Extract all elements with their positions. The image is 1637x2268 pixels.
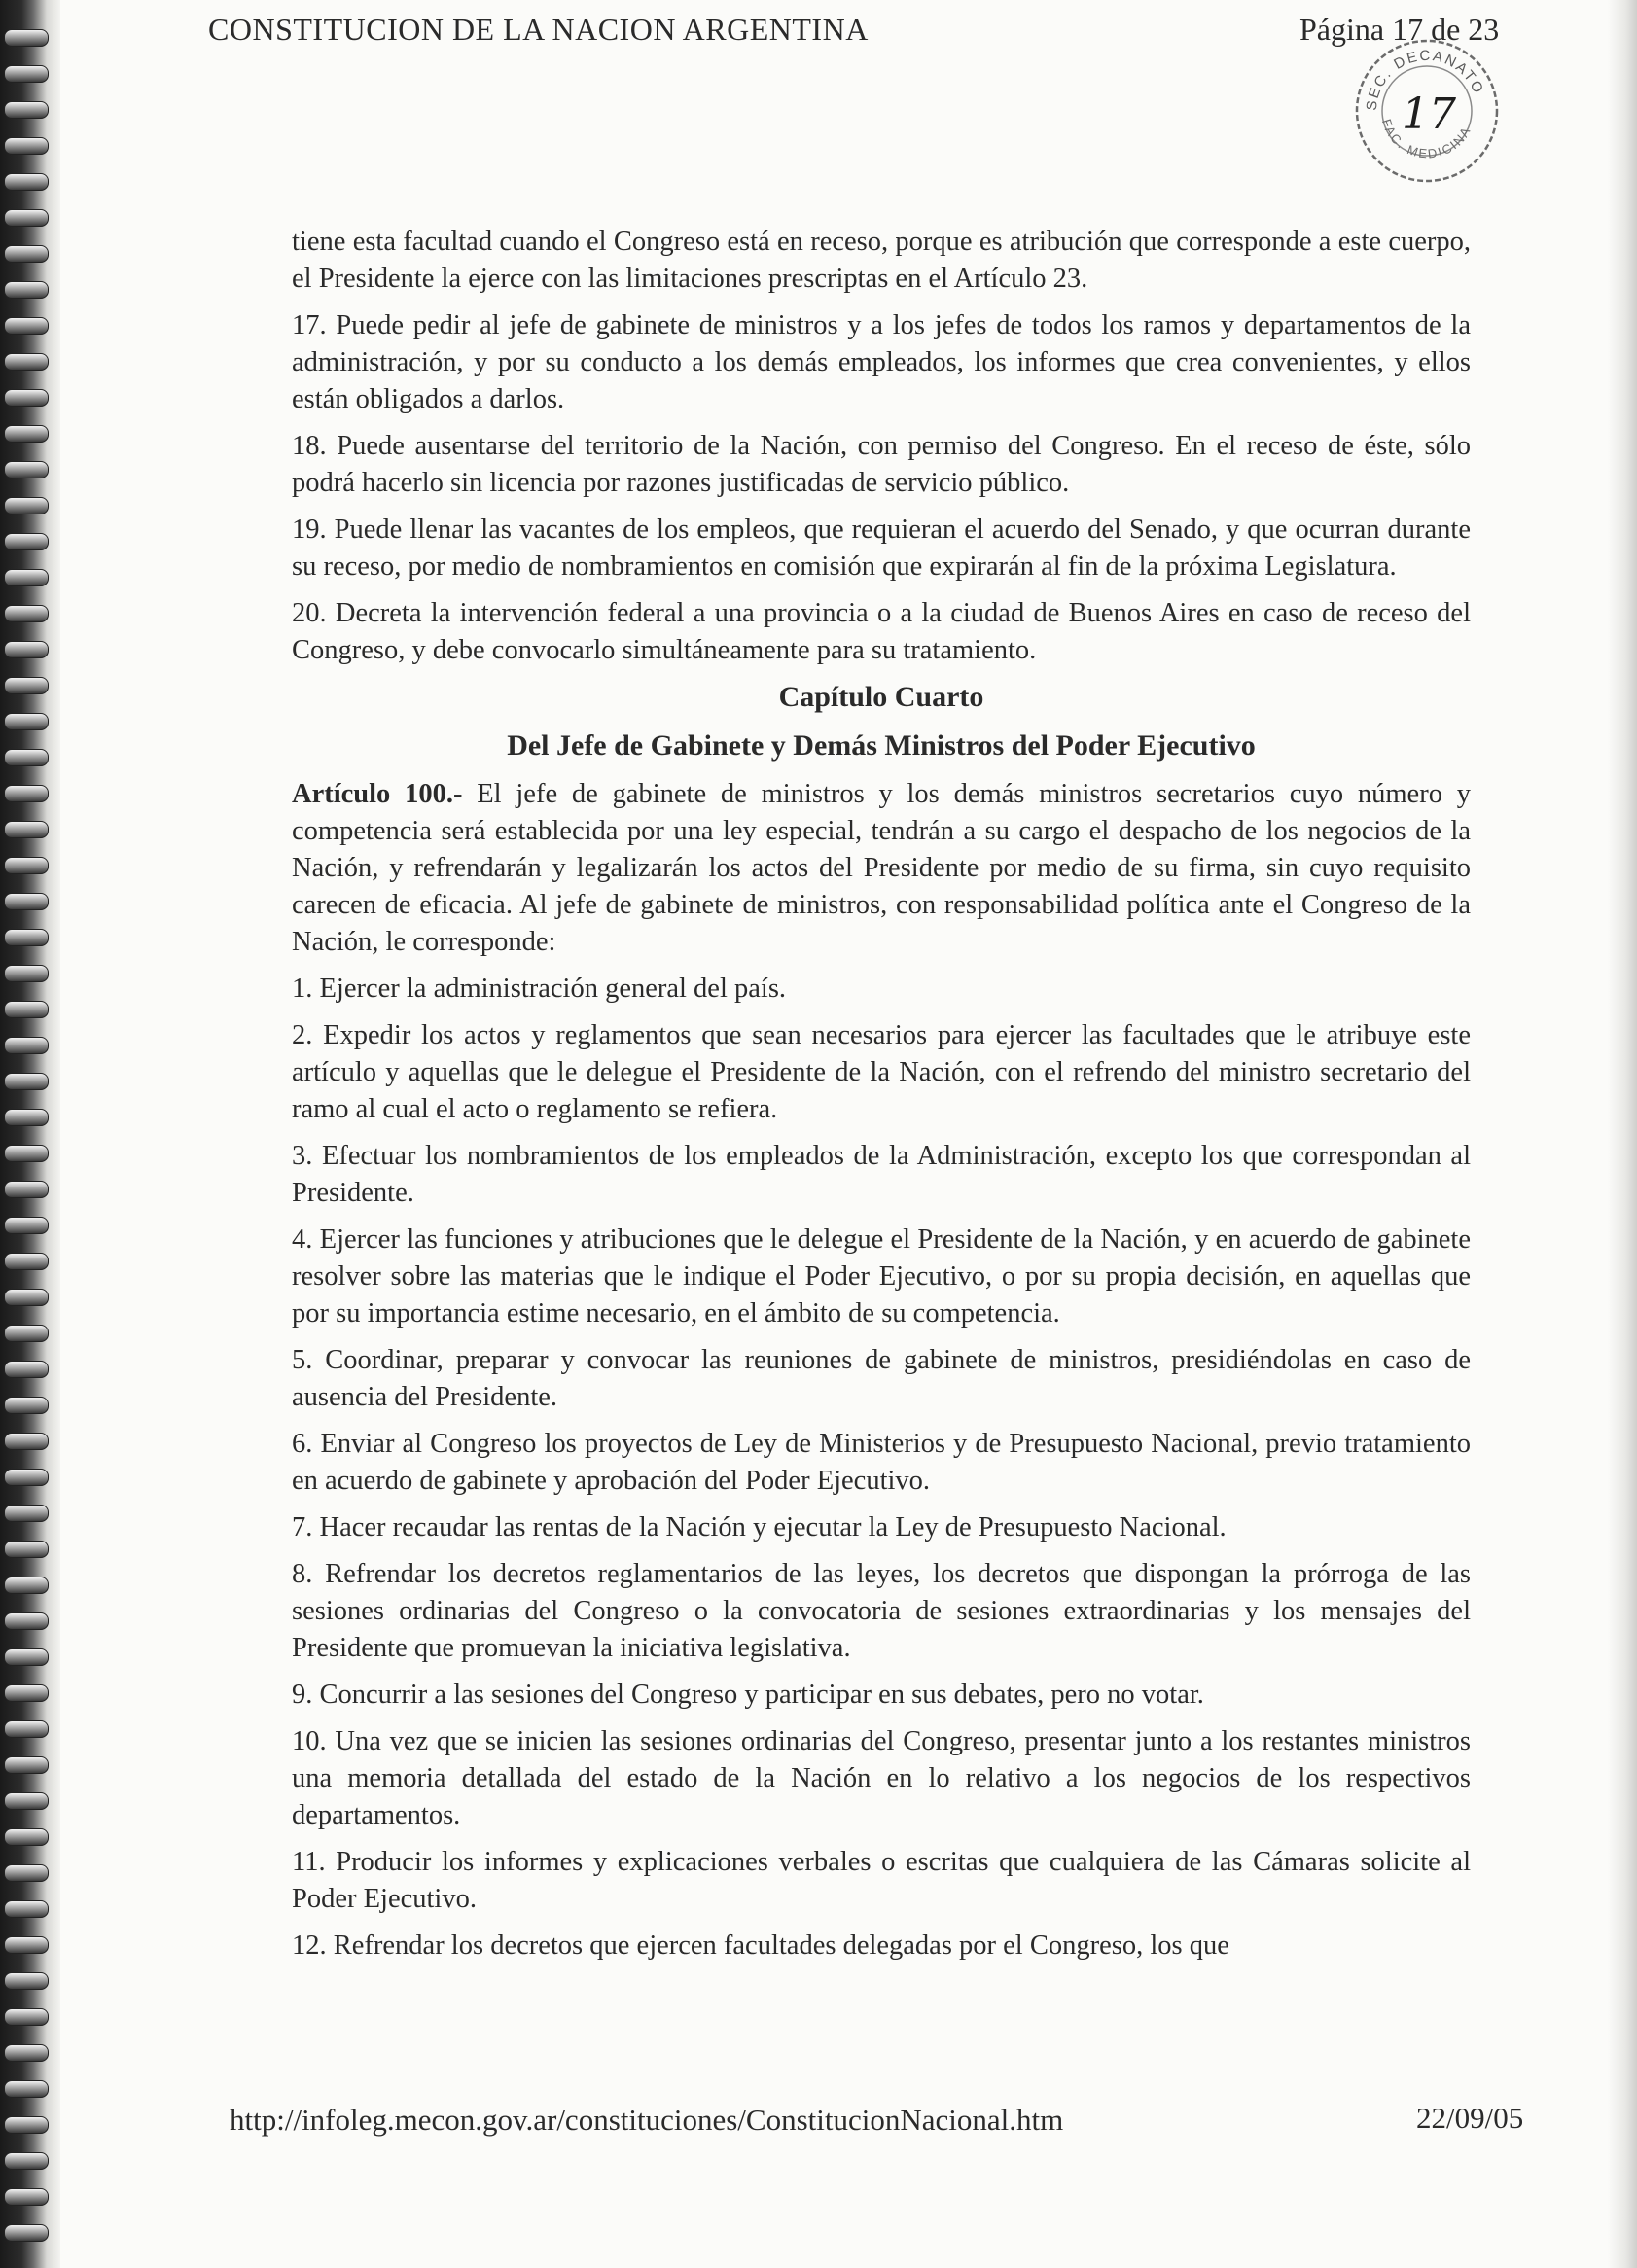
binding-ring [4,677,49,694]
list-item: 2. Expedir los actos y reglamentos que sean necesarios para ejercer las facultades que le atribuye este artículo y aquellas que le delegue el Presidente de la Nación, con el refrendo del ministro secretario del ramo al cual el acto o reglamento se refiera. [292,1020,1471,1124]
list-item: 3. Efectuar los nombramientos de los empleados de la Administración, excepto los que correspondan al Presidente. [292,1141,1471,1208]
binding-ring [4,893,49,910]
chapter-subtitle: Del Jefe de Gabinete y Demás Ministros del Poder Ejecutivo [507,729,1256,762]
binding-ring [4,965,49,982]
binding-ring [4,1073,49,1090]
binding-ring [4,2080,49,2098]
binding-ring [4,1612,49,1630]
article-label: Artículo 100.- [292,779,463,809]
binding-ring [4,2044,49,2062]
paragraph: 17. Puede pedir al jefe de gabinete de ministros y a los jefes de todos los ramos y departamentos de la administración, y por su conducto a los demás empleados, los informes que crea convenientes, y ellos están obligados a darlos. [292,310,1471,414]
paragraph: tiene esta facultad cuando el Congreso está en receso, porque es atribución que corresponde a este cuerpo, el Presidente la ejerce con las limitaciones prescriptas en el Artículo 23. [292,227,1471,294]
list-item: 8. Refrendar los decretos reglamentarios de las leyes, los decretos que dispongan la prórroga de las sesiones ordinarias del Congreso o la convocatoria de sesiones extraordinarias y los mensajes del Presidente que promuevan la iniciativa legislativa. [292,1559,1471,1663]
binding-ring [4,1505,49,1522]
binding-ring [4,1828,49,1846]
binding-ring [4,317,49,335]
list-item: 7. Hacer recaudar las rentas de la Nación y ejecutar la Ley de Presupuesto Nacional. [292,1512,1227,1542]
binding-ring [4,2224,49,2242]
footer-date: 22/09/05 [1416,2101,1524,2135]
document-header-title: CONSTITUCION DE LA NACION ARGENTINA [208,12,869,47]
list-item: 12. Refrendar los decretos que ejercen facultades delegadas por el Congreso, los que [292,1931,1229,1961]
binding-ring [4,1469,49,1486]
binding-ring [4,281,49,299]
binding-ring [4,353,49,371]
page-number: Página 17 de 23 [1299,12,1500,47]
binding-ring [4,1397,49,1414]
list-item: 9. Concurrir a las sesiones del Congreso y participar en sus debates, pero no votar. [292,1680,1204,1710]
binding-ring [4,1433,49,1450]
binding-ring [4,1684,49,1702]
binding-ring [4,389,49,407]
list-item: 4. Ejercer las funciones y atribuciones que le delegue el Presidente de la Nación, y en acuerdo de gabinete resolver sobre las materias que le indique el Poder Ejecutivo, o por su propia decisión, en aquellas que por su importancia estime necesario, en el ámbito de su competencia. [292,1224,1471,1329]
binding-ring [4,1001,49,1018]
article-paragraph [292,776,1471,961]
binding-ring [4,1361,49,1378]
list-item: 10. Una vez que se inicien las sesiones ordinarias del Congreso, presentar junto a los restantes ministros una memoria detallada del estado de la Nación en lo relativo a los negocios de los respectivos departamentos. [292,1726,1471,1830]
binding-ring [4,1792,49,1810]
binding-ring [4,1720,49,1738]
stamp-handwritten-number: 17 [1402,89,1456,139]
stamp-top-text: SEC. DECANATO [1363,47,1487,112]
binding-ring [4,749,49,766]
binding-ring [4,1756,49,1774]
stamp-bottom-text: FAC. MEDICINA [1378,117,1475,161]
binding-ring [4,1109,49,1126]
binding-ring [4,2116,49,2134]
binding-ring [4,2152,49,2170]
binding-ring [4,713,49,730]
binding-ring [4,173,49,191]
binding-ring [4,1648,49,1666]
binding-ring [4,1289,49,1306]
binding-ring [4,1217,49,1234]
document-body [292,224,1471,1974]
binding-ring [4,1972,49,1990]
spiral-binding [0,0,60,2268]
binding-ring [4,533,49,550]
binding-ring [4,497,49,514]
binding-ring [4,569,49,586]
binding-ring [4,425,49,443]
binding-ring [4,785,49,802]
binding-ring [4,857,49,874]
binding-ring [4,1577,49,1594]
binding-ring [4,1253,49,1270]
binding-ring [4,1181,49,1198]
binding-ring [4,209,49,227]
page-edge-shadow [1608,0,1637,2268]
binding-ring [4,929,49,946]
binding-ring [4,821,49,838]
binding-ring [4,245,49,263]
binding-ring [4,1936,49,1954]
binding-ring [4,65,49,83]
seal-stamp [1347,31,1508,192]
paragraph: 19. Puede llenar las vacantes de los empleos, que requieran el acuerdo del Senado, y que ocurran durante su receso, por medio de nombramientos en comisión que expirarán al fin de la próxima Legislatura. [292,514,1471,582]
binding-ring [4,1900,49,1918]
list-item: 5. Coordinar, preparar y convocar las reuniones de gabinete de ministros, presidiéndolas en caso de ausencia del Presidente. [292,1345,1471,1412]
article-text: El jefe de gabinete de ministros y los demás ministros secretarios cuyo número y competencia será establecida por una ley especial, tendrán a su cargo el despacho de los negocios de la Nación, y refrendarán y legalizarán los actos del Presidente por medio de su firma, sin cuyo requisito carecen de eficacia. Al jefe de gabinete de ministros, con responsabilidad política ante el Congreso de la Nación, le corresponde: [292,779,1471,957]
footer-url: http://infoleg.mecon.gov.ar/constituciones/ConstitucionNacional.htm [230,2103,1064,2137]
paragraph: 18. Puede ausentarse del territorio de la Nación, con permiso del Congreso. En el receso de éste, sólo podrá hacerlo sin licencia por razones justificadas de servicio público. [292,431,1471,498]
binding-ring [4,1145,49,1162]
binding-ring [4,29,49,47]
binding-ring [4,2008,49,2026]
chapter-title: Capítulo Cuarto [778,681,984,713]
binding-ring [4,641,49,658]
binding-ring [4,101,49,119]
binding-ring [4,1864,49,1882]
list-item: 6. Enviar al Congreso los proyectos de Ley de Ministerios y de Presupuesto Nacional, previo tratamiento en acuerdo de gabinete y aprobación del Poder Ejecutivo. [292,1429,1471,1496]
binding-ring [4,1037,49,1054]
binding-ring [4,1541,49,1558]
list-item: 11. Producir los informes y explicaciones verbales o escritas que cualquiera de las Cámaras solicite al Poder Ejecutivo. [292,1847,1471,1914]
binding-ring [4,461,49,478]
paragraph: 20. Decreta la intervención federal a una provincia o a la ciudad de Buenos Aires en caso de receso del Congreso, y debe convocarlo simultáneamente para su tratamiento. [292,598,1471,665]
binding-ring [4,1325,49,1342]
binding-ring [4,137,49,155]
binding-ring [4,605,49,622]
binding-ring [4,2188,49,2206]
list-item: 1. Ejercer la administración general del país. [292,974,787,1004]
